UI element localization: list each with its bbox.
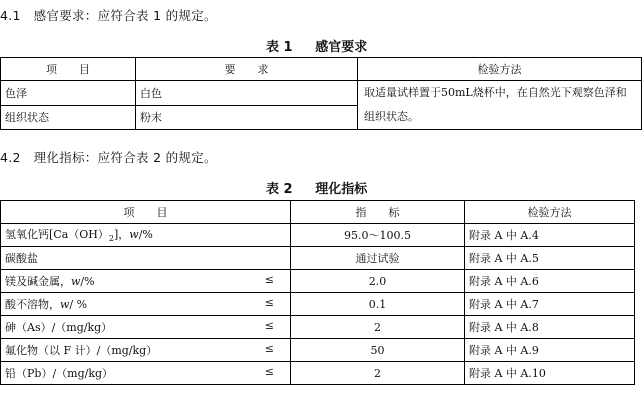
- table2-header-method: 检验方法: [465, 201, 635, 224]
- table2-header-item: 项 目: [1, 201, 291, 224]
- table2-item: 碳酸盐: [1, 247, 291, 270]
- table2-method: 附录 A 中 A.7: [465, 293, 635, 316]
- le-symbol: ≤: [264, 365, 274, 378]
- table1-requirement: 白色: [136, 81, 358, 106]
- table2-caption-title: 理化指标: [315, 182, 368, 197]
- table2-method: 附录 A 中 A.8: [465, 316, 635, 339]
- table2-method: 附录 A 中 A.6: [465, 270, 635, 293]
- table2-header-index: 指 标: [291, 201, 465, 224]
- table1-caption-number: 表 1: [266, 40, 293, 55]
- table-row: [1, 339, 635, 362]
- table2-item: 酸不溶物，w/ % ≤: [1, 293, 291, 316]
- section-heading-4-1: [0, 6, 217, 24]
- table1-method: 取适量试样置于50mL烧杯中，在自然光下观察色泽和组织状态。: [358, 81, 642, 130]
- table2-item: 镁及碱金属，w/% ≤: [1, 270, 291, 293]
- table2-value: 50: [291, 339, 465, 362]
- table-row: [1, 362, 635, 385]
- table1-caption: [266, 36, 367, 55]
- table-row: [1, 270, 635, 293]
- table2-method: 附录 A 中 A.5: [465, 247, 635, 270]
- section-number: 4.2: [0, 150, 21, 165]
- table2-value: 通过试验: [291, 247, 465, 270]
- table2-physicochemical: [0, 200, 635, 385]
- table-row: [1, 293, 635, 316]
- table1-item: 组织状态: [1, 105, 136, 130]
- table2-method: 附录 A 中 A.10: [465, 362, 635, 385]
- table2-value: 0.1: [291, 293, 465, 316]
- table2-header-row: [1, 201, 635, 224]
- section-text: 感官要求：应符合表 1 的规定。: [33, 8, 217, 23]
- table2-value: 2.0: [291, 270, 465, 293]
- table2-value: 2: [291, 362, 465, 385]
- table2-item: 砷（As）/（mg/kg） ≤: [1, 316, 291, 339]
- table2-item: 氟化物（以 F 计）/（mg/kg） ≤: [1, 339, 291, 362]
- table1-header-requirement: 要 求: [136, 58, 358, 81]
- section-heading-4-2: [0, 148, 217, 166]
- table-row: [1, 81, 642, 106]
- table1-header-row: [1, 58, 642, 81]
- le-symbol: ≤: [264, 273, 274, 286]
- table1-item: 色泽: [1, 81, 136, 106]
- le-symbol: ≤: [264, 342, 274, 355]
- table2-method: 附录 A 中 A.9: [465, 339, 635, 362]
- section-number: 4.1: [0, 8, 21, 23]
- table1-requirement: 粉末: [136, 105, 358, 130]
- table1-caption-title: 感官要求: [315, 40, 368, 55]
- table2-caption: [266, 178, 367, 197]
- le-symbol: ≤: [264, 296, 274, 309]
- table-row: [1, 224, 635, 247]
- table2-caption-number: 表 2: [266, 182, 293, 197]
- section-text: 理化指标：应符合表 2 的规定。: [33, 150, 217, 165]
- table2-method: 附录 A 中 A.4: [465, 224, 635, 247]
- table-row: [1, 316, 635, 339]
- table1-header-item: 项 目: [1, 58, 136, 81]
- table2-value: 2: [291, 316, 465, 339]
- table2-value: 95.0～100.5: [291, 224, 465, 247]
- table-row: [1, 247, 635, 270]
- table2-item: 铅（Pb）/（mg/kg） ≤: [1, 362, 291, 385]
- table1-sensory: [0, 57, 642, 130]
- le-symbol: ≤: [264, 319, 274, 332]
- table1-header-method: 检验方法: [358, 58, 642, 81]
- table2-item: 氢氧化钙$[Ca(OH)_2]$，w/%: [1, 224, 291, 247]
